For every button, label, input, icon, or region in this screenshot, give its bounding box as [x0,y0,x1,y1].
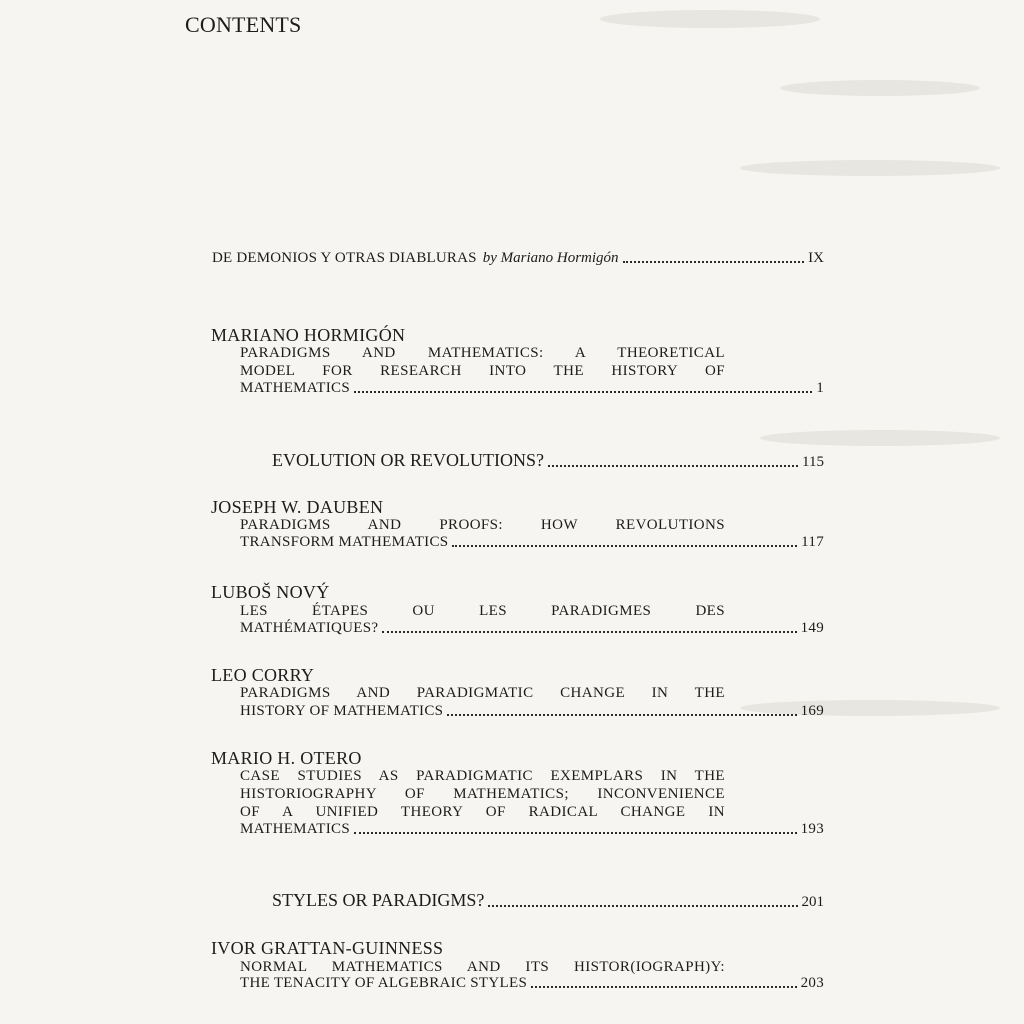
entry-author: LUBOŠ NOVÝ [211,582,330,602]
page-number: 193 [800,821,824,837]
entry-title-line: MODEL FOR RESEARCH INTO THE HISTORY OF [240,363,725,379]
section-heading[interactable] [272,450,824,471]
dot-leader [531,986,796,988]
entry-title-end: HISTORY OF MATHEMATICS [240,703,444,719]
entry-title-line: LES ÉTAPES OU LES PARADIGMES DES [240,603,725,619]
entry-author: IVOR GRATTAN-GUINNESS [211,938,444,958]
bleed-through-mark [760,430,1000,446]
preface-entry[interactable] [212,250,824,267]
entry-title-line: NORMAL MATHEMATICS AND ITS HISTOR(IOGRAPH)Y: [240,959,725,975]
section-title: STYLES OR PARADIGMS? [272,890,485,910]
bleed-through-mark [600,10,820,28]
page-number: 169 [800,703,824,719]
entry-last-line[interactable] [240,380,824,397]
bleed-through-mark [780,80,980,96]
entry-last-line[interactable] [240,534,824,551]
dot-leader [452,545,797,547]
section-title: EVOLUTION OR REVOLUTIONS? [272,450,544,470]
entry-last-line[interactable] [240,620,824,637]
dot-leader [488,905,797,907]
entry-title-line: OF A UNIFIED THEORY OF RADICAL CHANGE IN [240,804,725,820]
entry-author: MARIO H. OTERO [211,748,362,768]
page-number: 201 [801,894,824,910]
page-number: 115 [802,454,824,470]
page-number: IX [808,250,824,266]
dot-leader [354,832,797,834]
page-number: 203 [800,975,824,991]
page-number: 1 [816,380,824,396]
entry-title-end: MATHEMATICS [240,380,350,396]
dot-leader [382,631,796,633]
entry-title-end: MATHEMATICS [240,821,350,837]
entry-last-line[interactable] [240,975,824,992]
entry-title-line: PARADIGMS AND MATHEMATICS: A THEORETICAL [240,345,725,361]
entry-title-line: PARADIGMS AND PROOFS: HOW REVOLUTIONS [240,517,725,533]
running-head: CONTENTS [185,12,302,37]
preface-title: DE DEMONIOS Y OTRAS DIABLURAS [212,250,477,266]
entry-last-line[interactable] [240,821,824,838]
entry-author: LEO CORRY [211,665,315,685]
page-number: 117 [801,534,824,550]
dot-leader [354,391,812,393]
entry-author: JOSEPH W. DAUBEN [211,497,384,517]
entry-author: MARIANO HORMIGÓN [211,325,406,345]
entry-last-line[interactable] [240,703,824,720]
preface-byline: by Mariano Hormigón [482,250,619,266]
page-number: 149 [800,620,824,636]
dot-leader [548,465,798,467]
bleed-through-mark [740,160,1000,176]
entry-title-end: TRANSFORM MATHEMATICS [240,534,449,550]
entry-title-line: HISTORIOGRAPHY OF MATHEMATICS; INCONVENIENCE [240,786,725,802]
dot-leader [623,261,805,263]
entry-title-end: MATHÉMATIQUES? [240,620,379,636]
section-heading[interactable] [272,890,824,911]
dot-leader [447,714,796,716]
entry-title-line: PARADIGMS AND PARADIGMATIC CHANGE IN THE [240,685,725,701]
entry-title-line: CASE STUDIES AS PARADIGMATIC EXEMPLARS IN THE [240,768,725,784]
entry-title-end: THE TENACITY OF ALGEBRAIC STYLES [240,975,528,991]
